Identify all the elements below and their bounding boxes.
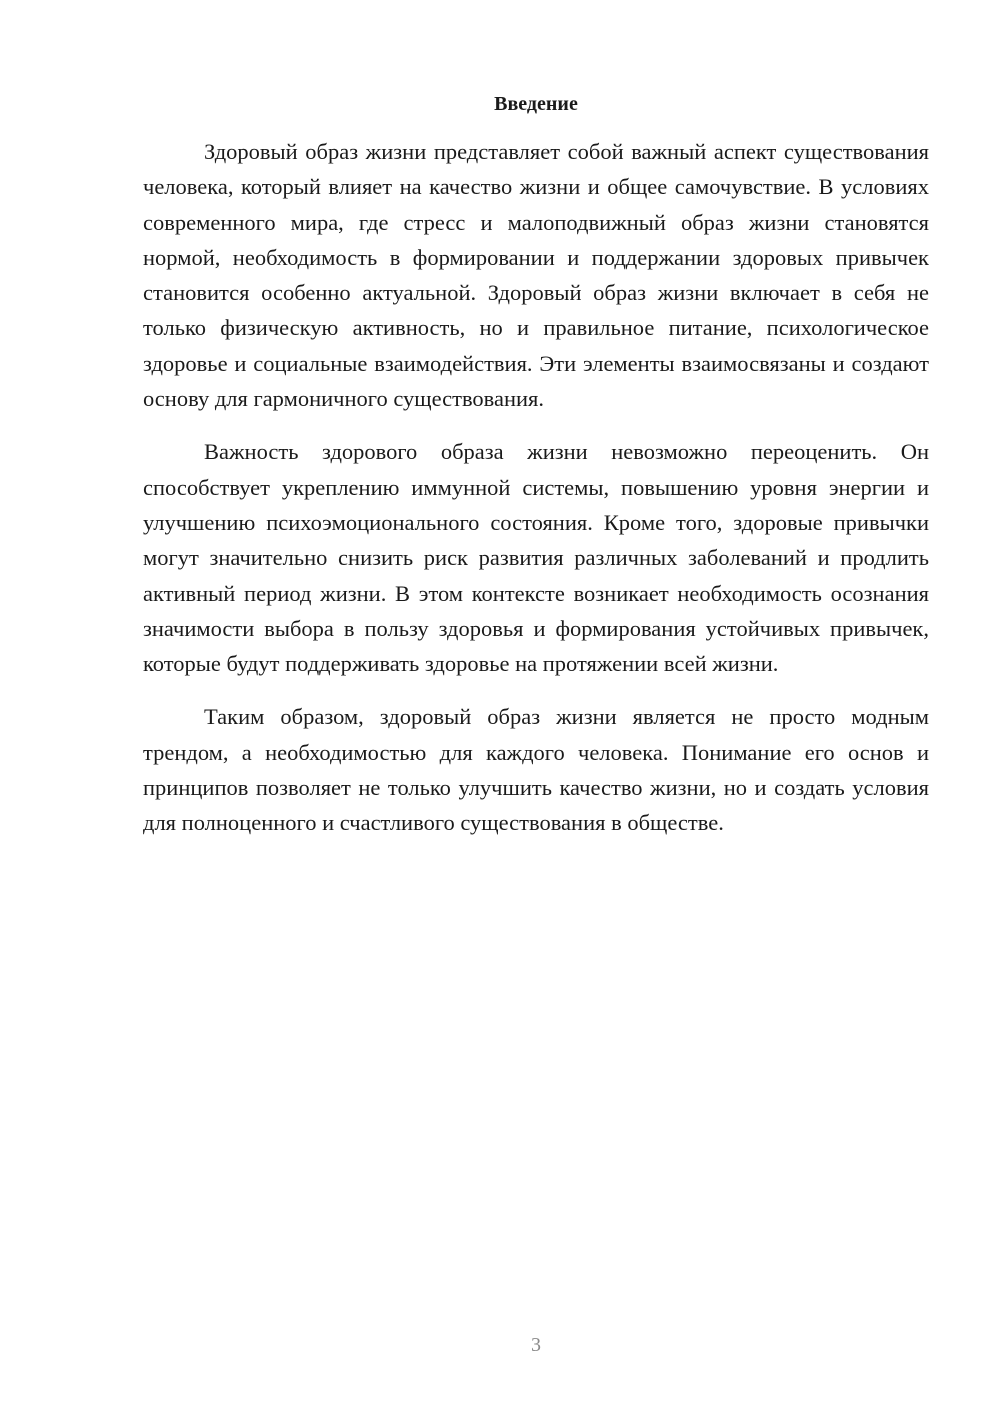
- page-content: [143, 90, 929, 859]
- page-number: 3: [531, 1334, 541, 1356]
- page-title: Введение: [494, 93, 578, 115]
- paragraph-1: Здоровый образ жизни представляет собой важный аспект существования человека, который влияет на качество жизни и общее самочувствие. В условиях современного мира, где стресс и малоподвижный образ жизни становятся нормой, необходимость в формировании и поддержании здоровых привычек становится особенно актуальной. Здоровый образ жизни включает в себя не только физическую активность, но и правильное питание, психологическое здоровье и социальные взаимодействия. Эти элементы взаимосвязаны и создают основу для гармоничного существования.: [143, 139, 929, 412]
- paragraph-2: Важность здорового образа жизни невозможно переоценить. Он способствует укреплению иммунной системы, повышению уровня энергии и улучшению психоэмоционального состояния. Кроме того, здоровые привычки могут значительно снизить риск развития различных заболеваний и продлить активный период жизни. В этом контексте возникает необходимость осознания значимости выбора в пользу здоровья и формирования устойчивых привычек, которые будут поддерживать здоровье на протяжении всей жизни.: [143, 439, 929, 677]
- paragraph-3: Таким образом, здоровый образ жизни является не просто модным трендом, а необходимостью для каждого человека. Понимание его основ и принципов позволяет не только улучшить качество жизни, но и создать условия для полноценного и счастливого существования в обществе.: [143, 704, 929, 836]
